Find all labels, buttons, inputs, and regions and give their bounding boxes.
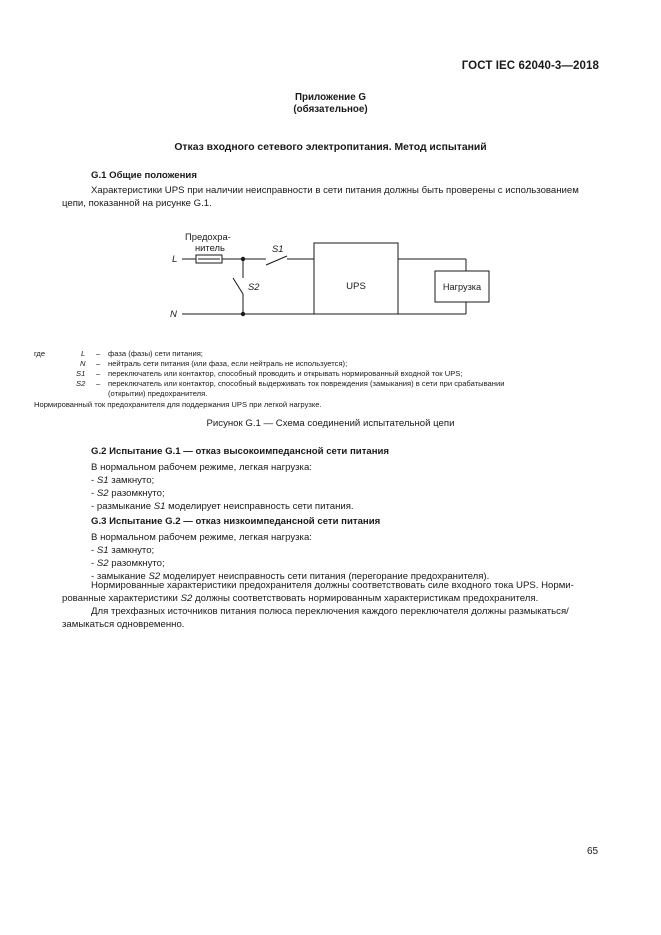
legend-text: фаза (фазы) сети питания; — [108, 349, 203, 358]
g3-list-item: - замыкание S2 моделирует неисправность сети питания (перегорание предохранителя). — [91, 571, 490, 582]
g3-paragraph-1-line-2 — [62, 592, 538, 605]
fuse-label-line-1: Предохра- — [185, 231, 231, 242]
legend-dash: – — [96, 349, 101, 358]
g1-paragraph-line-2: цепи, показанной на рисунке G.1. — [62, 198, 212, 209]
legend-symbol: N — [80, 359, 86, 368]
legend-dash: – — [96, 369, 101, 378]
figure-caption: Рисунок G.1 — Схема соединений испытательной цепи — [206, 418, 455, 429]
switch-symbol: S1 — [96, 545, 109, 556]
section-heading-g1: G.1 Общие положения — [91, 170, 197, 181]
g3-paragraph-2-line-2: замыкаться одновременно. — [62, 619, 185, 630]
g3-list-item: - S2 разомкнуто; — [91, 558, 165, 569]
legend-note: Нормированный ток предохранителя для поддержания UPS при легкой нагрузке. — [34, 400, 322, 409]
switch-s1-symbol — [266, 256, 287, 265]
g2-list-item: - размыкание S1 моделирует неисправность сети питания. — [91, 501, 354, 512]
appendix-title: Приложение G — [295, 92, 366, 103]
section-heading-g2: G.2 Испытание G.1 — отказ высокоимпедансной сети питания — [91, 446, 390, 457]
legend-symbol: S1 — [76, 369, 86, 378]
load-label: Нагрузка — [442, 282, 482, 292]
g1-paragraph-line-1: Характеристики UPS при наличии неисправности в сети питания должны быть проверены с использованием — [91, 185, 579, 196]
switch-symbol: S2 — [96, 488, 109, 499]
switch-symbol: S2 — [148, 571, 161, 582]
junction-dot — [241, 257, 245, 261]
legend-text: переключатель или контактор, способный проводить и открывать нормированный входной ток UPS; — [108, 369, 463, 378]
legend-where: где — [34, 349, 46, 358]
paragraph-text: должны соответствовать нормированным характеристикам предохранителя. — [192, 593, 539, 604]
ups-label: UPS — [346, 281, 366, 292]
list-item-text: разомкнуто; — [108, 488, 165, 499]
list-item-text: моделирует неисправность сети питания (перегорание предохранителя). — [160, 571, 490, 582]
legend-text: нейтраль сети питания (или фаза, если нейтраль не используется); — [108, 359, 348, 368]
page-number: 65 — [587, 846, 599, 857]
g3-intro: В нормальном рабочем режиме, легкая нагрузка: — [91, 532, 312, 543]
ups-box — [314, 243, 398, 314]
switch-symbol: S2 — [180, 593, 193, 604]
legend-text: переключатель или контактор, способный выдерживать ток повреждения (замыкания) в сети при срабатывании — [108, 379, 505, 388]
g3-list-item: - S1 замкнуто; — [91, 545, 155, 556]
list-item-text: моделирует неисправность сети питания. — [165, 501, 354, 512]
g3-paragraph-1-line-1: Нормированные характеристики предохранителя должны соответствовать силе входного тока UPS. Норми- — [91, 580, 574, 591]
label-s2: S2 — [248, 281, 260, 292]
junction-dot — [241, 312, 245, 316]
g2-list-item: - S2 разомкнуто; — [91, 488, 165, 499]
label-s1: S1 — [272, 243, 284, 254]
g2-intro: В нормальном рабочем режиме, легкая нагрузка: — [91, 462, 312, 473]
appendix-subtitle: (обязательное) — [293, 104, 368, 115]
paragraph-text: рованные характеристики — [62, 593, 181, 604]
legend-text-continuation: (открытии) предохранителя. — [108, 389, 208, 398]
list-item-text: замыкание — [96, 571, 149, 582]
switch-symbol: S1 — [96, 475, 109, 486]
main-title: Отказ входного сетевого электропитания. Метод испытаний — [174, 142, 487, 153]
list-item-text: замкнуто; — [108, 475, 155, 486]
g2-list-item: - S1 замкнуто; — [91, 475, 155, 486]
test-circuit-diagram — [0, 0, 661, 340]
label-n: N — [170, 309, 177, 320]
label-l: L — [172, 254, 178, 265]
legend-symbol: S2 — [76, 379, 86, 388]
list-item-text: разомкнуто; — [108, 558, 165, 569]
fuse-label-line-2: нитель — [195, 242, 225, 253]
switch-s2-symbol — [233, 278, 243, 294]
switch-symbol: S1 — [153, 501, 166, 512]
g3-paragraph-2-line-1: Для трехфазных источников питания полюса переключения каждого переключателя должны размыкаться/ — [91, 606, 569, 617]
list-item-text: замкнуто; — [108, 545, 155, 556]
document-standard-number: ГОСТ IEC 62040-3—2018 — [461, 60, 599, 72]
switch-symbol: S2 — [96, 558, 109, 569]
legend-symbol: L — [81, 349, 86, 358]
list-item-text: размыкание — [96, 501, 154, 512]
legend-dash: – — [96, 379, 101, 388]
legend-dash: – — [96, 359, 101, 368]
section-heading-g3: G.3 Испытание G.2 — отказ низкоимпедансной сети питания — [91, 516, 381, 527]
